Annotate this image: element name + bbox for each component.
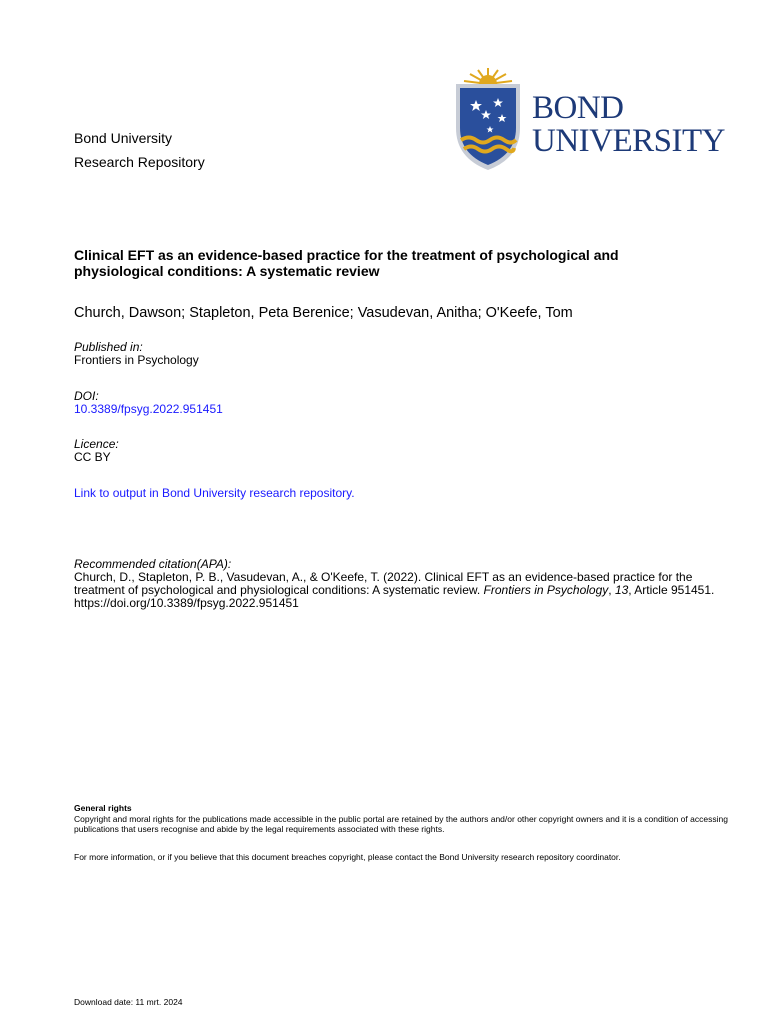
repository-output-link[interactable]: Link to output in Bond University research repository. [74,486,355,500]
licence-value: CC BY [74,450,111,464]
doi-block [74,390,223,416]
citation-volume: 13 [614,583,629,597]
logo-line-university: UNIVERSITY [532,123,725,159]
citation-part1: Church, D., Stapleton, P. B., Vasudevan, A., & O'Keefe, T. (2022). Clinical EFT as an evidence-based practice for the treatment of psychological and physiological conditions: A systematic review. [74,570,693,597]
citation-text [74,571,734,610]
crest-icon [452,66,524,172]
doi-link[interactable]: 10.3389/fpsyg.2022.951451 [74,402,223,416]
citation-separator: , [608,583,615,597]
citation-label: Recommended citation(APA): [74,557,232,571]
document-title: Clinical EFT as an evidence-based practice for the treatment of psychological and physiological conditions: A systematic review [74,247,619,279]
more-info: For more information, or if you believe that this document breaches copyright, please contact the Bond University research repository coordinator. [74,852,621,862]
citation-journal: Frontiers in Psychology [483,583,609,597]
licence-label: Licence: [74,437,119,451]
rights-heading: General rights [74,803,132,813]
doi-label: DOI: [74,389,99,403]
bond-university-logo [452,66,732,174]
institution-name: Bond University [74,130,173,146]
repository-header [74,126,205,174]
download-date: Download date: 11 mrt. 2024 [74,997,183,1007]
recommended-citation [74,558,734,610]
citation-part2: , Article 951451. https://doi.org/10.3389/fpsyg.2022.951451 [74,583,715,610]
logo-wordmark [532,92,725,158]
rights-body: Copyright and moral rights for the publications made accessible in the public portal are retained by the authors and/or other copyright owners and it is a condition of accessing publications that users recognise and abide by the legal requirements associated with these rights. [74,813,728,834]
general-rights [74,803,734,835]
authors: Church, Dawson; Stapleton, Peta Berenice; Vasudevan, Anitha; O'Keefe, Tom [74,305,573,321]
published-value: Frontiers in Psychology [74,353,199,367]
published-label: Published in: [74,340,143,354]
repository-name: Research Repository [74,154,205,170]
published-in-block [74,341,199,367]
logo-line-bond: BOND [532,90,624,126]
licence-block [74,438,119,464]
